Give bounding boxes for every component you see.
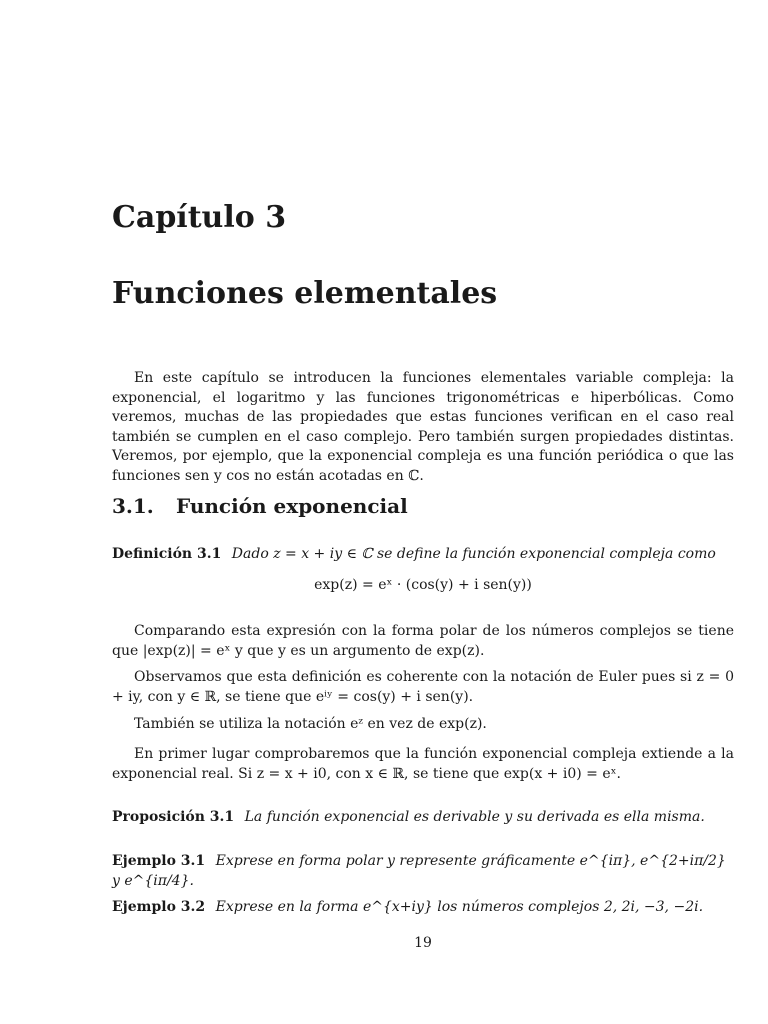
intro-paragraph: En este capítulo se introducen la funciones elementales variable compleja: la exponencial, el logaritmo y las funciones trigonométricas e hiperbólicas. Como veremos, muchas de las propiedades que estas funciones verifican en el caso real también se cumplen en el caso complejo. Pero también surgen propiedades distintas. Veremos, por ejemplo, que la exponencial compleja es una función periódica o que las funciones sen y cos no están acotadas en ℂ. (112, 370, 734, 484)
chapter-number: Capítulo 3 (112, 200, 287, 235)
paragraph-real-extension: En primer lugar comprobaremos que la función exponencial compleja extiende a la exponencial real. Si z = x + i0, con x ∈ ℝ, se tiene que exp(x + i0) = eˣ. (112, 746, 734, 782)
example-text: Exprese en forma polar y represente gráficamente e^{iπ}, e^{2+iπ/2} y e^{iπ/4}. (112, 853, 726, 889)
example (112, 852, 734, 891)
paragraph-notation: También se utiliza la notación eᶻ en vez de exp(z). (134, 716, 487, 732)
definition (112, 545, 734, 565)
section-title: Función exponencial (176, 494, 408, 518)
example-label: Ejemplo 3.2 (112, 899, 206, 915)
proposition-text: La función exponencial es derivable y su derivada es ella misma. (244, 809, 705, 825)
definition-text: Dado z = x + iy ∈ ℂ se define la función exponencial compleja como (231, 546, 716, 562)
paragraph-polar: Comparando esta expresión con la forma polar de los números complejos se tiene que |exp(z)| = eˣ y que y es un argumento de exp(z). (112, 623, 734, 659)
page-number: 19 (414, 935, 432, 951)
chapter-title: Funciones elementales (112, 276, 498, 311)
definition-label: Definición 3.1 (112, 546, 222, 562)
proposition (112, 808, 734, 828)
section-number: 3.1. (112, 494, 154, 518)
section-heading (112, 494, 408, 518)
example-text: Exprese en la forma e^{x+iy} los números complejos 2, 2i, −3, −2i. (215, 899, 704, 915)
example (112, 898, 734, 918)
paragraph-euler: Observamos que esta definición es coherente con la notación de Euler pues si z = 0 + iy, con y ∈ ℝ, se tiene que eⁱʸ = cos(y) + i sen(y). (112, 669, 734, 705)
definition-formula: exp(z) = eˣ · (cos(y) + i sen(y)) (314, 577, 532, 593)
example-label: Ejemplo 3.1 (112, 853, 206, 869)
proposition-label: Proposición 3.1 (112, 809, 235, 825)
